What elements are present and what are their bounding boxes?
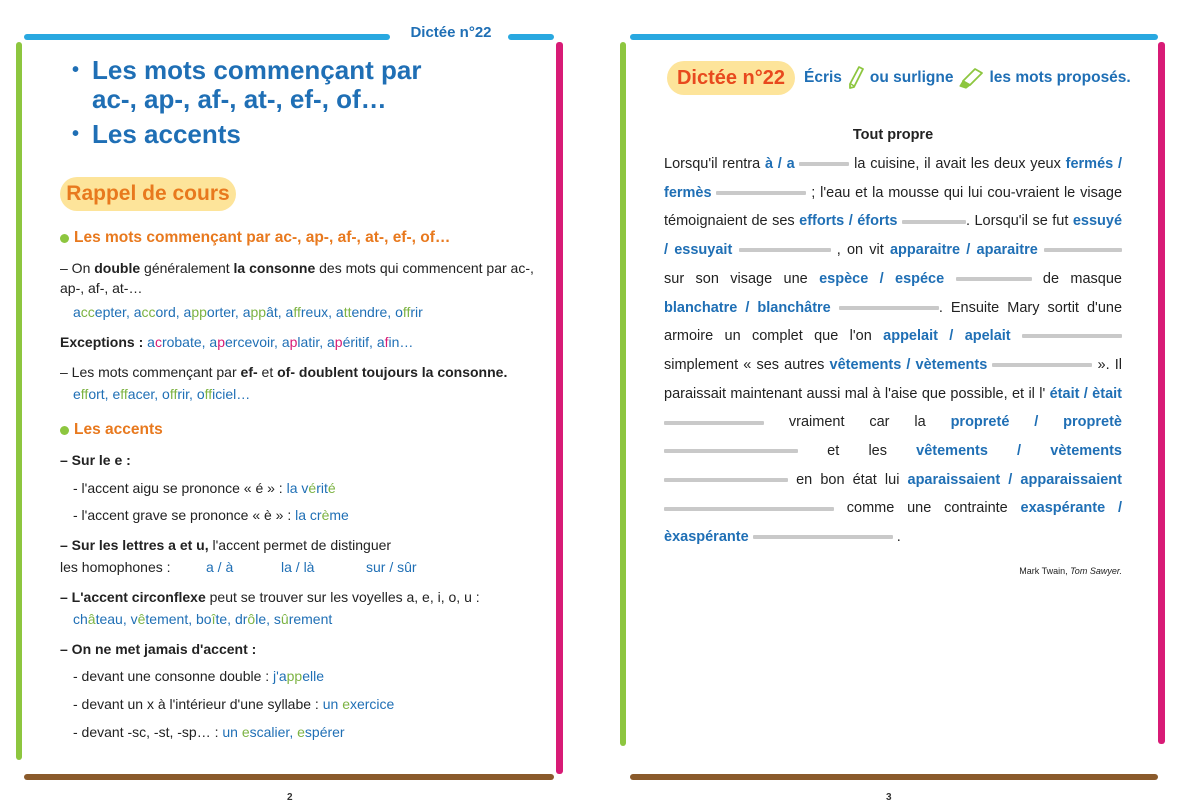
bullet-icon: •: [72, 123, 80, 145]
subheading: – Sur le e :: [60, 452, 131, 468]
rule-line: - devant un x à l'intérieur d'une syllabe : un exercice: [73, 696, 395, 712]
rule-paragraph: – L'accent circonflexe peut se trouver sur les voyelles a, e, i, o, u :: [60, 589, 480, 605]
example-word: accepter: [73, 304, 126, 320]
word-choice[interactable]: vêtements / vètements: [829, 356, 988, 373]
answer-blank[interactable]: [1022, 334, 1122, 338]
subheading: – On ne met jamais d'accent :: [60, 641, 257, 657]
answer-blank[interactable]: [902, 220, 966, 224]
examples-line: effort, effacer, offrir, officiel…: [73, 386, 251, 402]
topic-line: ac-, ap-, af-, at-, ef-, of…: [92, 84, 387, 114]
topics-list: [72, 56, 542, 149]
example-word: sûrement: [273, 611, 333, 627]
right-border-bar: [1158, 42, 1165, 744]
word-choice[interactable]: apparaitre / aparaitre: [889, 242, 1038, 259]
right-border-bar: [556, 42, 563, 774]
attribution: Mark Twain, Tom Sawyer.: [1019, 566, 1122, 576]
rule-paragraph: – On double généralement la consonne des mots qui commencent par ac-, ap-, af-, at-…: [60, 260, 534, 296]
left-border-bar: [620, 42, 626, 746]
bottom-border-bar: [24, 774, 554, 780]
example-word: appât: [242, 304, 278, 320]
homophones-line: les homophones : a / à la / là sur / sûr: [60, 559, 417, 575]
green-dot-icon: [60, 426, 69, 435]
rule-paragraph: – Les mots commençant par ef- et of- doublent toujours la consonne.: [60, 364, 508, 380]
answer-blank[interactable]: [753, 535, 893, 539]
topic-line: Les mots commençant par: [92, 55, 422, 85]
word-choice[interactable]: essuyé / essuyait: [664, 213, 1123, 259]
example-word: accord: [133, 304, 176, 320]
example-word: effort: [73, 386, 105, 402]
word-choice[interactable]: efforts / éforts: [799, 213, 898, 230]
word-choice[interactable]: aparaissaient / apparaissaient: [907, 471, 1122, 488]
example-word: officiel…: [196, 386, 251, 402]
rule-paragraph: – Sur les lettres a et u, l'accent permet de distinguer: [60, 537, 392, 553]
word-choice[interactable]: à / a: [764, 156, 795, 172]
example-word: boîte: [196, 611, 228, 627]
dictee-title-badge: Dictée n°22: [667, 61, 795, 95]
topic-item: [72, 56, 542, 114]
word-choice[interactable]: espèce / espéce: [819, 270, 945, 287]
examples-line: accepter, accord, apporter, appât, affreux, attendre, offrir: [73, 304, 423, 320]
answer-blank[interactable]: [739, 248, 831, 252]
bottom-border-bar: [630, 774, 1158, 780]
example-word: apporter: [183, 304, 235, 320]
answer-blank[interactable]: [664, 421, 764, 425]
answer-blank[interactable]: [992, 363, 1092, 367]
example-word: afin…: [376, 334, 414, 350]
answer-blank[interactable]: [799, 162, 849, 166]
page-number: 2: [287, 792, 293, 803]
rappel-de-cours-badge: Rappel de cours: [60, 177, 236, 211]
highlighter-icon: [957, 67, 985, 89]
green-dot-icon: [60, 234, 69, 243]
pencil-icon: [846, 66, 866, 90]
section-heading: Les mots commençant par ac-, ap-, af-, at-, ef-, of…: [60, 228, 540, 248]
answer-blank[interactable]: [664, 478, 788, 482]
example-word: offrir: [395, 304, 423, 320]
example-word: vêtement: [130, 611, 189, 627]
top-border-bar: [630, 34, 1158, 40]
examples-line: château, vêtement, boîte, drôle, sûrement: [73, 611, 333, 627]
topic-line: Les accents: [92, 119, 241, 149]
left-page: [0, 0, 590, 809]
example-word: aplatir: [281, 334, 320, 350]
section-heading: Les accents: [60, 420, 540, 440]
word-choice[interactable]: appelait / apelait: [883, 328, 1011, 345]
page-number: 3: [886, 792, 892, 803]
example-word: apercevoir: [209, 334, 275, 350]
rule-line: - l'accent aigu se prononce « é » : la vérité: [73, 480, 336, 496]
rule-line: - l'accent grave se prononce « è » : la crème: [73, 507, 349, 523]
left-border-bar: [16, 42, 22, 760]
word-choice[interactable]: blanchatre / blanchâtre: [664, 299, 831, 316]
topic-item: [72, 120, 542, 149]
answer-blank[interactable]: [716, 191, 806, 195]
lesson-content: [60, 228, 540, 742]
top-border-bar: [24, 34, 390, 40]
example-word: château: [73, 611, 123, 627]
example-word: attendre: [335, 304, 388, 320]
exceptions-line: Exceptions : acrobate, apercevoir, aplatir, apéritif, afin…: [60, 334, 414, 350]
word-choice[interactable]: était / ètait: [1049, 385, 1122, 402]
example-word: offrir: [162, 386, 190, 402]
rule-line: - devant -sc, -st, -sp… : un escalier, espérer: [73, 724, 345, 740]
instruction: Écris ou surligne les mots proposés.: [804, 66, 1131, 90]
example-word: apéritif: [327, 334, 370, 350]
header-label: Dictée n°22: [410, 24, 492, 41]
answer-blank[interactable]: [664, 449, 798, 453]
story-title: Tout propre: [852, 127, 934, 143]
dictation-text: Lorsqu'il rentra à / a la cuisine, il avait les deux yeux fermés / fermès ; l'eau et la mousse qui lui cou-vraient le visage témoignaient de ses efforts / éforts . Lorsqu'il se fut essuyé / essuyait , on vit apparaitre / aparaitre sur son visage une espèce / espéce de masque blanchatre / blanchâtre . Ensuite Mary sortit d'une armoire un complet que l'on appelait / apelait simplement « ses autres vêtements / vètements ». Il paraissait maintenant aussi mal à l'aise que possible, et il l' était / ètait vraiment car la propreté / propretè et les vêtements / vètements en bon état lui aparaissaient / apparaissaient comme une contrainte exaspérante / èxaspérante .: [664, 156, 1123, 546]
answer-blank[interactable]: [956, 277, 1032, 281]
example-word: acrobate: [147, 334, 202, 350]
example-word: effacer: [112, 386, 155, 402]
word-choice[interactable]: propreté / propretè: [950, 414, 1122, 431]
answer-blank[interactable]: [1044, 248, 1122, 252]
word-choice[interactable]: vêtements / vètements: [916, 443, 1122, 460]
example-word: affreux: [285, 304, 329, 320]
answer-blank[interactable]: [839, 306, 939, 310]
bullet-icon: •: [72, 59, 80, 81]
word-choice[interactable]: fermés / fermès: [664, 156, 1122, 201]
word-choice[interactable]: exaspérante / èxaspérante: [664, 500, 1122, 546]
rule-line: - devant une consonne double : j'appelle: [73, 668, 324, 684]
answer-blank[interactable]: [664, 507, 834, 511]
right-page: [600, 0, 1200, 809]
top-border-bar-right: [508, 34, 554, 40]
example-word: drôle: [234, 611, 267, 627]
